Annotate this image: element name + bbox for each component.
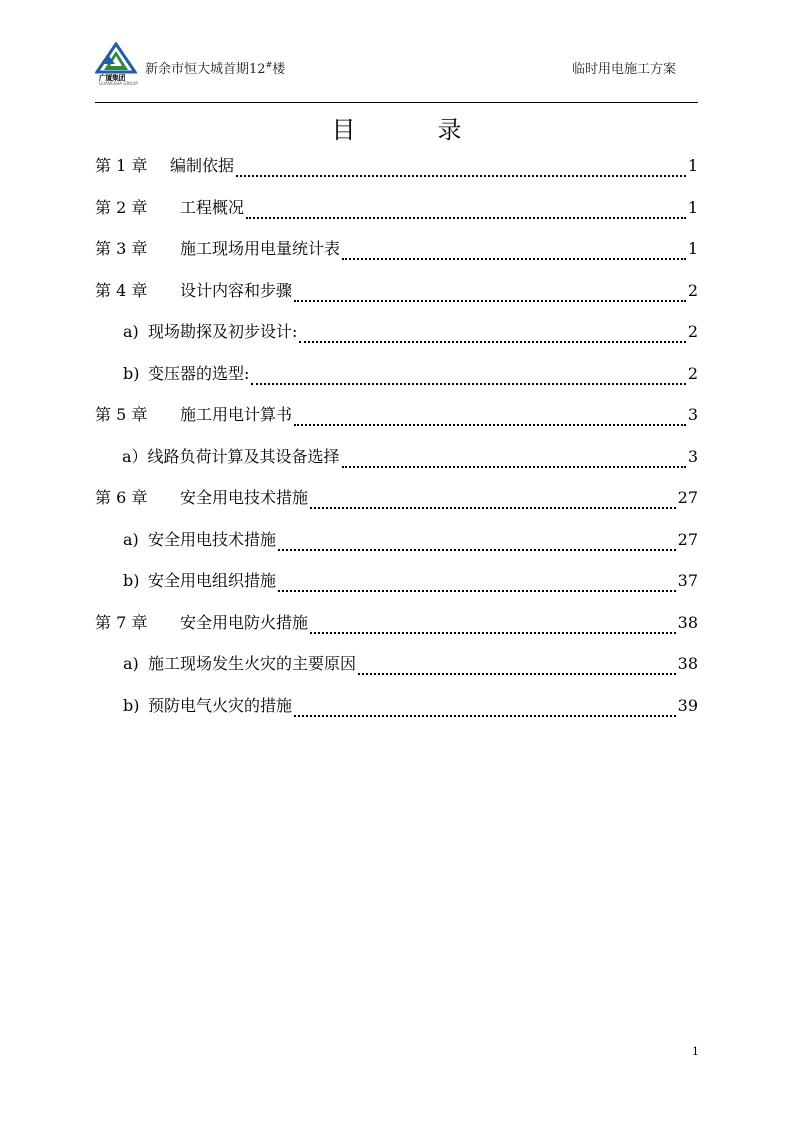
toc-entry[interactable] — [95, 690, 698, 732]
toc-chapter-number: 第 4 章 — [95, 280, 148, 300]
toc-entry-label: 设计内容和步骤 — [180, 280, 293, 300]
toc-entry-label: 施工现场用电量统计表 — [180, 239, 341, 258]
mountain-logo-icon — [95, 42, 137, 74]
toc-dot-leader — [310, 506, 676, 509]
toc-section-letter: a) — [123, 654, 139, 673]
toc-title — [0, 110, 793, 145]
toc-dot-leader — [294, 299, 686, 302]
toc-dot-leader — [294, 714, 676, 717]
toc-page-number: 1 — [687, 239, 698, 258]
toc-chapter-number: 第 2 章 — [95, 197, 148, 217]
toc-title-char-2: 录 — [437, 116, 462, 144]
toc-page-number: 37 — [677, 571, 698, 590]
toc-dot-leader — [342, 257, 686, 260]
toc-entry-label: 工程概况 — [180, 197, 245, 217]
toc-entry[interactable] — [95, 233, 698, 275]
toc-page-number: 1 — [687, 197, 698, 217]
toc-chapter-number: 第 5 章 — [95, 405, 148, 424]
toc-entry-label: 现场勘探及初步设计: — [148, 322, 298, 341]
project-number: 12 — [249, 62, 266, 77]
toc-entry-label: 施工用电计算书 — [180, 405, 293, 424]
toc-entry[interactable] — [95, 399, 698, 441]
toc-section-letter: a) — [123, 322, 139, 341]
toc-entry[interactable] — [95, 150, 698, 192]
toc-chapter-number: 第 3 章 — [95, 239, 148, 258]
page-number: 1 — [692, 1045, 699, 1058]
toc-page-number: 3 — [687, 405, 698, 424]
toc-chapter-number: 第 1 章 — [95, 156, 148, 175]
toc-dot-leader — [278, 548, 676, 551]
toc-page-number: 38 — [677, 654, 698, 673]
toc-page-number: 2 — [687, 322, 698, 341]
toc-page-number: 38 — [677, 612, 698, 632]
toc-dot-leader — [246, 216, 686, 219]
toc-section-letter: b) — [123, 695, 140, 715]
toc-dot-leader — [342, 465, 686, 468]
project-prefix: 新余市恒大城首期 — [145, 62, 250, 77]
toc-entry-label: 施工现场发生火灾的主要原因 — [148, 654, 357, 673]
project-suffix: 楼 — [272, 62, 286, 77]
toc-dot-leader — [251, 382, 685, 385]
toc-entry[interactable] — [95, 192, 698, 234]
toc-chapter-number: 第 7 章 — [95, 612, 148, 632]
toc-chapter-number: 第 6 章 — [95, 488, 148, 507]
toc-entry[interactable] — [95, 524, 698, 566]
logo-text: 广厦集团 — [99, 74, 125, 82]
toc-entry[interactable] — [95, 648, 698, 690]
toc-page-number: 2 — [687, 363, 698, 383]
toc-page-number: 27 — [677, 488, 698, 507]
toc-entry[interactable] — [95, 358, 698, 400]
toc-dot-leader — [310, 631, 676, 634]
toc-entry[interactable] — [95, 316, 698, 358]
toc-entry[interactable] — [95, 482, 698, 524]
toc-dot-leader — [278, 589, 676, 592]
toc-entry-label: 预防电气火灾的措施 — [148, 695, 293, 715]
toc-page-number: 1 — [687, 156, 698, 175]
toc-entry[interactable] — [95, 441, 698, 483]
toc-section-letter: b) — [123, 571, 140, 590]
toc-entry-label: 安全用电技术措施 — [148, 529, 277, 549]
toc-entry[interactable] — [95, 607, 698, 649]
toc-entry[interactable] — [95, 565, 698, 607]
toc-entry-label: a）线路负荷计算及其设备选择 — [122, 446, 340, 466]
project-name — [145, 58, 285, 77]
toc-entry-label: 安全用电技术措施 — [180, 488, 309, 507]
page-header — [95, 40, 698, 103]
toc-dot-leader — [299, 340, 685, 343]
toc-title-char-1: 目 — [331, 116, 356, 144]
toc-entry-label: 变压器的选型: — [148, 363, 250, 383]
toc-entry-label: 安全用电防火措施 — [180, 612, 309, 632]
toc-section-letter: a) — [123, 529, 139, 549]
toc-page-number: 27 — [677, 529, 698, 549]
company-logo — [95, 42, 137, 86]
toc-page-number: 2 — [687, 280, 698, 300]
toc-page-number: 3 — [687, 446, 698, 466]
logo-subtext: GUANGSHA GROUP — [99, 81, 138, 86]
toc-entry-label: 安全用电组织措施 — [148, 571, 277, 590]
toc-dot-leader — [358, 672, 676, 675]
document-title: 临时用电施工方案 — [571, 62, 676, 77]
table-of-contents — [95, 150, 698, 731]
toc-entry-label: 编制依据 — [170, 156, 235, 175]
toc-section-letter: b) — [123, 363, 140, 383]
toc-dot-leader — [236, 174, 686, 177]
toc-dot-leader — [294, 423, 686, 426]
toc-page-number: 39 — [677, 695, 698, 715]
project-number-sup: # — [265, 60, 273, 70]
toc-entry[interactable] — [95, 275, 698, 317]
